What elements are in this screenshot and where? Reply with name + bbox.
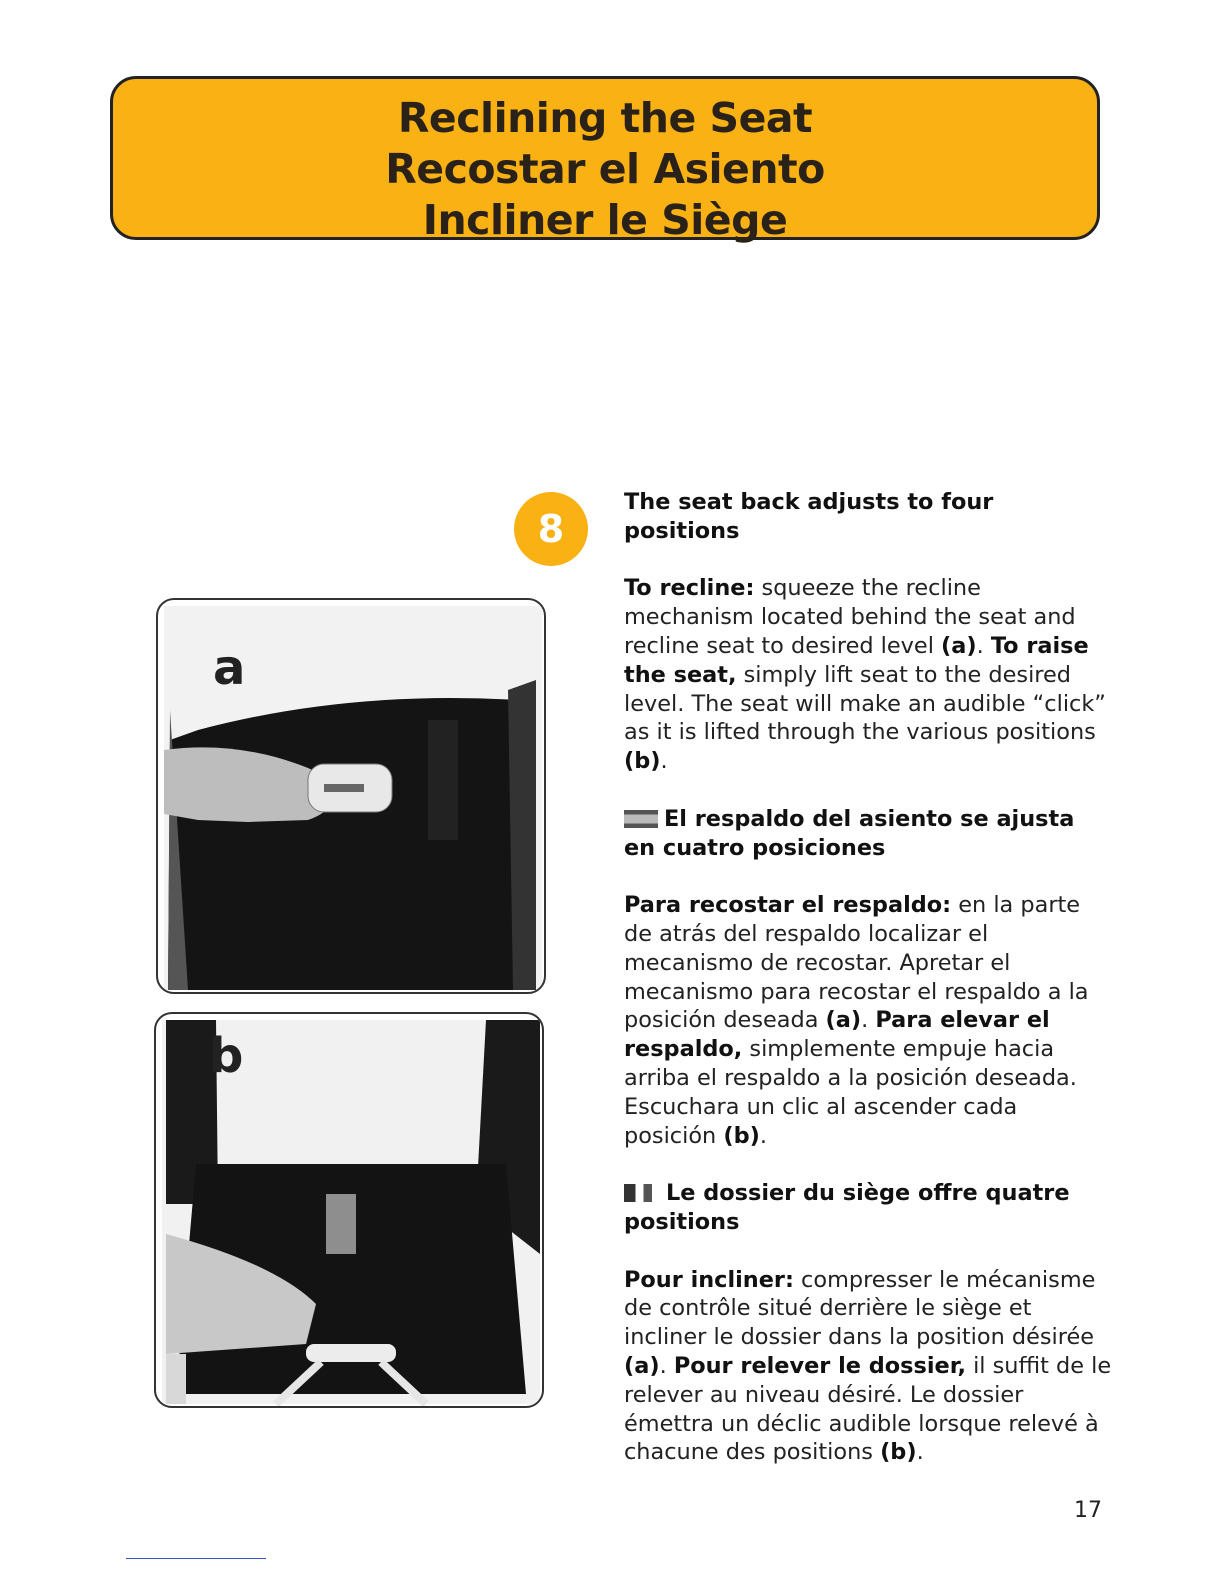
french-flag-icon: [624, 1184, 660, 1202]
photo-a-label: a: [213, 640, 246, 696]
footer-rule: [126, 1558, 266, 1559]
title-banner: [110, 76, 1100, 244]
spanish-flag-icon: [624, 810, 658, 828]
step-number-badge: 8: [514, 492, 588, 566]
photo-b-raise: [154, 1012, 544, 1408]
photo-a-recline: [156, 598, 546, 994]
photo-b-label: b: [209, 1028, 244, 1084]
instructions-column: [624, 488, 1112, 1496]
title-french: Incliner le Siège: [422, 196, 788, 244]
english-heading: The seat back adjusts to four positions: [624, 489, 994, 544]
title-spanish: Recostar el Asiento: [385, 145, 825, 193]
spanish-paragraph: Para recostar el respaldo: en la parte de atrás del respaldo localizar el mecanismo de recostar. Apretar el mecanismo para recostar el respaldo a la posición deseada (a). Para elevar el respaldo, simplemente empuje hacia arriba el respaldo a la posición deseada. Escuchara un clic al ascender cada posición (b).: [624, 892, 1089, 1149]
page-number: 17: [1074, 1498, 1102, 1523]
french-paragraph: Pour incliner: compresser le mécanisme de contrôle situé derrière le siège et incliner le dossier dans la position désirée (a). Pour relever le dossier, il suffit de le relever au niveau désiré. Le dossier émettra un déclic audible lorsque relevé à chacune des positions (b).: [624, 1266, 1112, 1466]
title-english: Reclining the Seat: [397, 94, 813, 142]
english-paragraph: To recline: squeeze the recline mechanism located behind the seat and recline seat to desired level (a). To raise the seat, simply lift seat to the desired level. The seat will make an audible “click” as it is lifted through the various positions (b).: [624, 575, 1106, 775]
spanish-heading: El respaldo del asiento se ajusta en cuatro posiciones: [624, 805, 1075, 861]
french-heading: Le dossier du siège offre quatre positions: [624, 1180, 1070, 1235]
